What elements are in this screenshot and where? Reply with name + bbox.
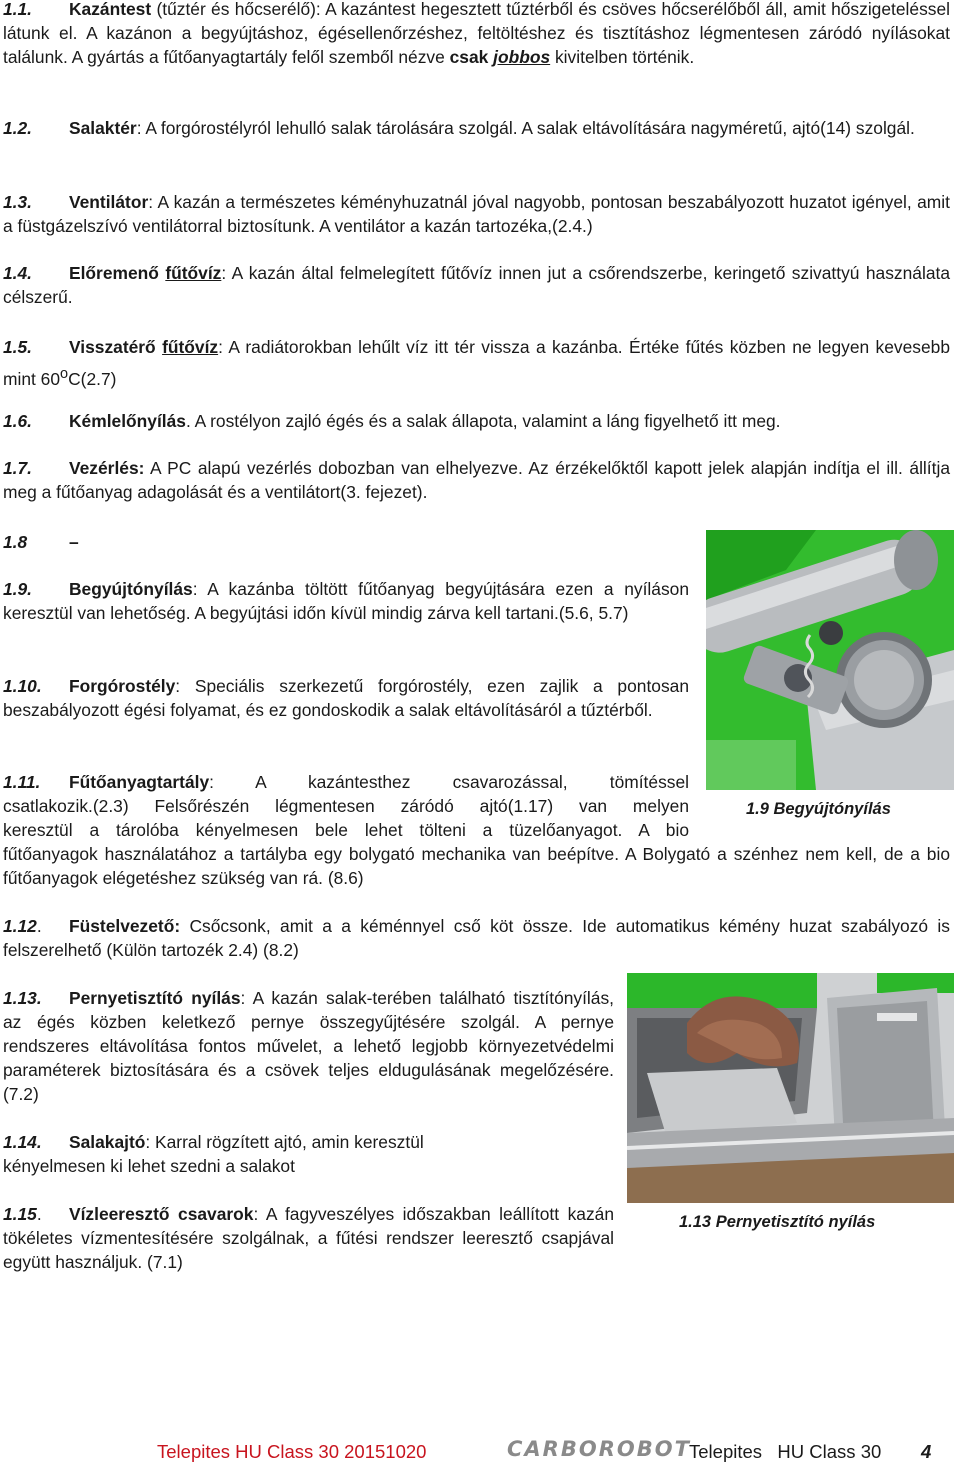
section-1-8 [3, 530, 603, 554]
section-number: 1.14. [3, 1132, 42, 1152]
section-text: (tűztér és hőcserélő): A kazántest hegesztett tűztérből és csöves hőcserélőből áll, amit hőszigeteléssel látunk el. A kazánon a begyújtáshoz, égésellenőrzéshez, feltöltéshez és tisztításhoz légmentesen záródó nyílásokat találunk. A gyártás a fűtőanyagtartály felől szemből nézve [3, 0, 950, 67]
section-term: Kémlelőnyílás [69, 411, 186, 431]
section-number [3, 1202, 69, 1226]
footer-document-id: Telepites HU Class 30 20151020 [157, 1441, 427, 1462]
section-number: 1.11. [3, 772, 41, 792]
ignition-opening-photo [706, 530, 954, 790]
section-number: 1.5. [3, 337, 33, 357]
section-term: Vezérlés: [69, 458, 145, 478]
section-text: : Speciális szerkezetű forgórostély, ezen zajlik a pontosan beszabályozott égési folyamat, és ez gondoskodik a salak eltávolításáról a tűztérből. [3, 676, 689, 720]
section-term-underlined: fűtővíz [162, 337, 219, 357]
section-1-11-line3: keresztül a tárolóba kényelmesen bele lehet tölteni a tüzelőanyagot. A bio [3, 820, 689, 840]
section-1-13 [3, 986, 614, 1106]
ignition-opening-caption: 1.9 Begyújtónyílás [746, 800, 891, 818]
footer-document-name: Telepites HU Class 30 [689, 1441, 882, 1462]
page-footer [0, 1437, 960, 1463]
ash-cleaning-opening-photo [627, 973, 954, 1203]
section-1-11-line1 [3, 770, 689, 794]
section-number: 1.10. [3, 676, 42, 696]
section-number: 1.3. [3, 192, 33, 212]
section-text: Csőcsonk, amit a a kéménnyel cső köt össze. Ide automatikus kémény huzat szabályozó is felszerelhető (Külön tartozék 2.4) (8.2) [3, 916, 950, 960]
section-number-dot: . [36, 1204, 42, 1224]
section-term-underlined: fűtővíz [165, 263, 222, 283]
section-1-4 [3, 261, 950, 309]
section-1-11-rest: fűtőanyagok használatához a tartályba egy bolygató mechanika van beépítve. A Bolygató a szénhez nem kell, de a bio fűtőanyagok elégetéshez szükség van rá. (8.6) [3, 844, 950, 888]
section-number-main: 1.12 [3, 916, 37, 936]
section-number: 1.8 [3, 532, 28, 552]
emphasis-text: csak [449, 47, 494, 67]
section-1-9 [3, 577, 689, 625]
section-number-dot: . [36, 916, 42, 936]
section-term: Vízleeresztő csavarok [69, 1204, 254, 1224]
section-text: : A kazán salak-terében található tisztítónyílás, az égés közben keletkező pernye összegyűjtésére szolgál. A pernye rendszeres eltávolítása fontos művelet, a lehető legjobb környezetvédelmi paraméterek biztosítására és a csövek teljes eldugulásának megelőzésére.(7.2) [3, 988, 614, 1104]
section-term: Füstelvezető: [69, 916, 181, 936]
section-term: Kazántest [69, 0, 152, 19]
section-number: 1.6. [3, 411, 33, 431]
section-text: : A kazán a természetes kéményhuzatnál jóval nagyobb, pontosan beszabályozott huzatot igényel, amit a füstgázelszívó ventilátorral biztosítunk. A ventilátor a kazán tartozéka,(2.4.) [3, 192, 950, 236]
section-text: : A kazántesthez csavarozással, tömítéssel [209, 772, 689, 792]
page-number: 4 [921, 1441, 932, 1462]
section-number: 1.7. [3, 458, 33, 478]
section-1-6 [3, 409, 950, 433]
section-dash: – [69, 532, 79, 552]
section-text-end: kivitelben történik. [550, 47, 695, 67]
section-number [3, 914, 69, 938]
section-text: : A forgórostélyról lehulló salak tárolására szolgál. A salak eltávolítására nagyméretű, ajtó(14) szolgál. [136, 118, 915, 138]
section-text-end: C(2.7) [68, 368, 117, 389]
ignition-opening-illustration [706, 530, 954, 790]
degree-superscript: o [60, 366, 69, 382]
emphasis-underlined: jobbos [493, 47, 551, 67]
section-text: : A kazán által felmelegített fűtővíz innen jut a csőrendszerbe, keringető szivattyú használata célszerű. [3, 263, 950, 307]
ash-cleaning-opening-illustration [627, 973, 954, 1203]
section-term: Fűtőanyagtartály [69, 772, 210, 792]
section-term: Előremenő [69, 263, 166, 283]
section-term: Salaktér [69, 118, 137, 138]
section-term: Begyújtónyílás [69, 579, 193, 599]
section-1-12 [3, 914, 950, 962]
section-1-1 [3, 0, 950, 69]
section-number: 1.4. [3, 263, 33, 283]
section-1-15 [3, 1202, 614, 1274]
section-number-main: 1.15 [3, 1204, 37, 1224]
section-1-11-line2: csatlakozik.(2.3) Felsőrészén légmentesen záródó ajtó(1.17) van melyen [3, 796, 689, 816]
section-term: Visszatérő [69, 337, 163, 357]
section-text: : A kazánba töltött fűtőanyag begyújtására ezen a nyíláson keresztül van lehetőség. A begyújtási időn kívül mindig zárva kell tartani.(5.6, 5.7) [3, 579, 689, 623]
section-1-2 [3, 116, 950, 140]
section-number: 1.1. [3, 0, 33, 19]
section-1-14 [3, 1130, 503, 1178]
section-text: : A fagyveszélyes időszakban leállított kazán tökéletes vízmentesítésére szolgálnak, a fűtési rendszer leeresztő csapjával együtt használjuk. (7.1) [3, 1204, 615, 1272]
carborobot-logo: CARBOROBOT [507, 1437, 691, 1461]
section-1-7 [3, 456, 950, 504]
section-number: 1.9. [3, 579, 33, 599]
section-term: Forgórostély [69, 676, 176, 696]
section-term: Pernyetisztító nyílás [69, 988, 241, 1008]
section-text: A PC alapú vezérlés dobozban van elhelyezve. Az érzékelőktől kapott jelek alapján indítja el ill. állítja meg a fűtőanyag adagolását és a ventilátort(3. fejezet). [3, 458, 950, 502]
ash-cleaning-opening-caption: 1.13 Pernyetisztító nyílás [679, 1213, 876, 1231]
section-1-5 [3, 334, 950, 393]
section-term: Ventilátor [69, 192, 149, 212]
section-text: : Karral rögzített ajtó, amin keresztül kényelmesen ki lehet szedni a salakot [3, 1132, 424, 1176]
section-number: 1.2. [3, 118, 33, 138]
section-1-10 [3, 674, 689, 722]
section-text: . A rostélyon zajló égés és a salak állapota, valamint a láng figyelhető itt meg. [185, 411, 781, 431]
section-number: 1.13. [3, 988, 42, 1008]
section-term: Salakajtó [69, 1132, 146, 1152]
section-text: : A radiátorokban lehűlt víz itt tér vissza a kazánba. Értéke fűtés közben ne legyen kevesebb mint 60 [3, 337, 950, 389]
section-1-3 [3, 190, 950, 238]
